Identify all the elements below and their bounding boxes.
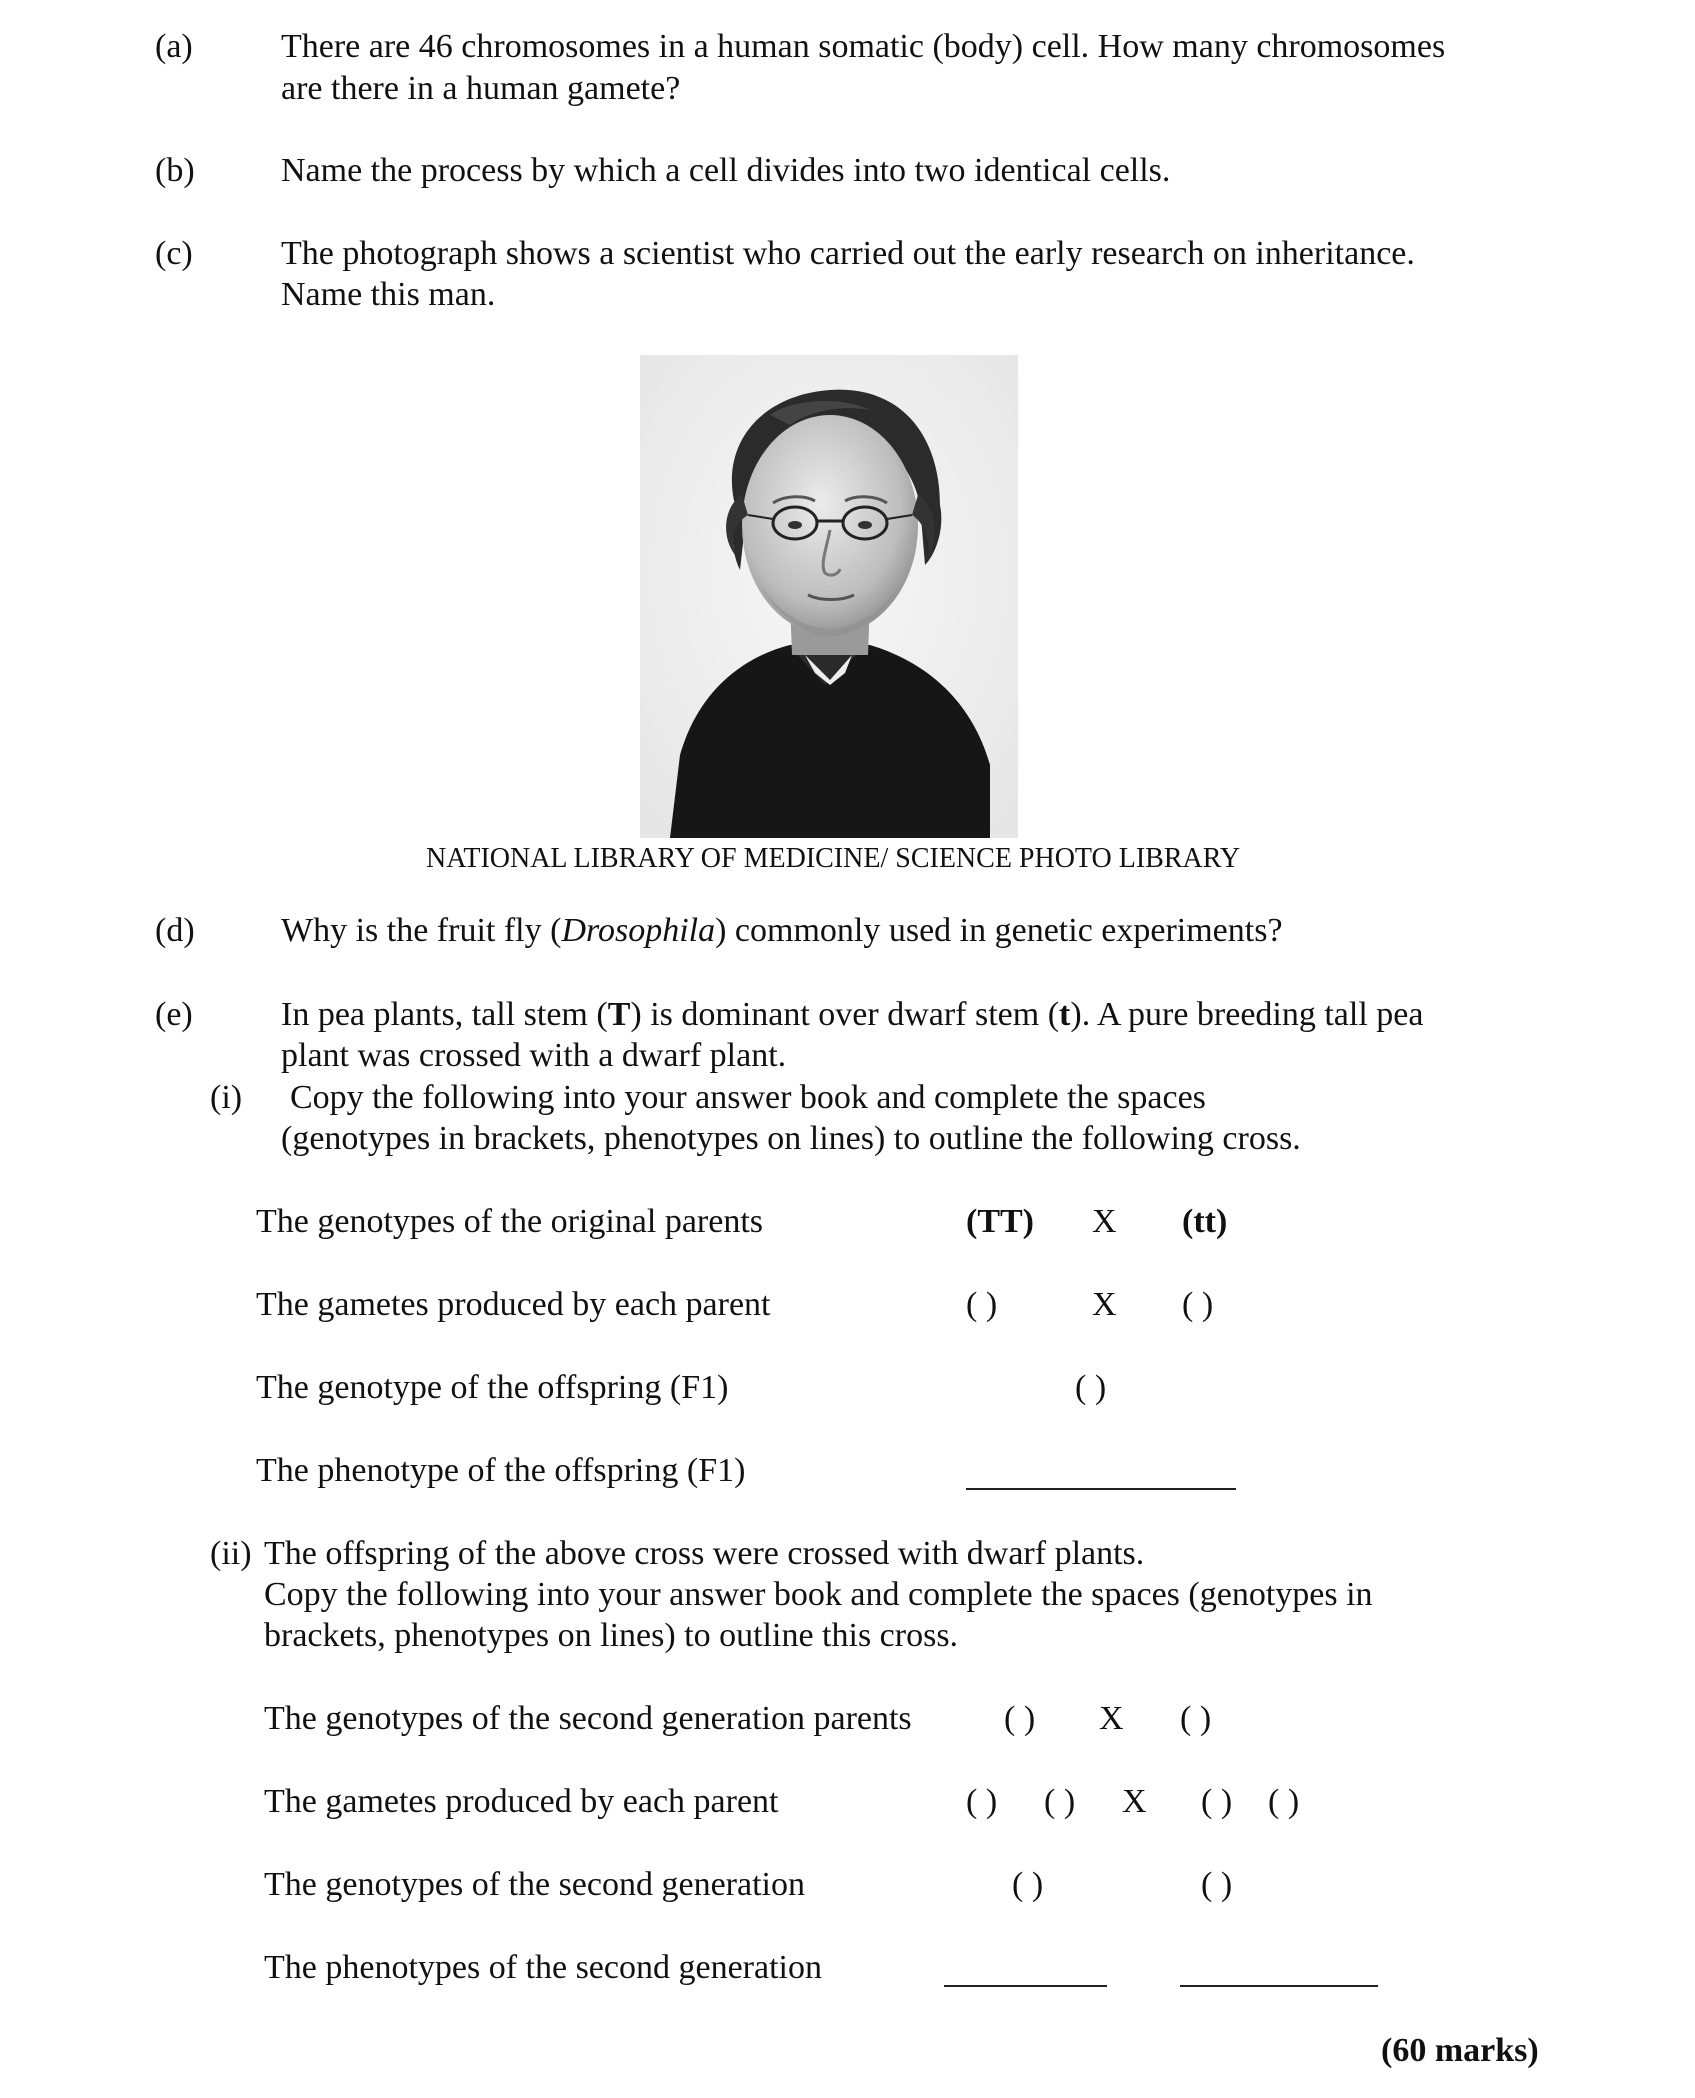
- question-e-i-line1: Copy the following into your answer book and complete the spaces: [290, 1079, 1206, 1116]
- question-c-line1: The photograph shows a scientist who carried out the early research on inheritance.: [281, 235, 1415, 272]
- question-e-ii-line3: brackets, phenotypes on lines) to outline this cross.: [264, 1617, 959, 1654]
- cross2-row2-right2-blank: ( ): [1268, 1783, 1300, 1820]
- label-e-i: (i): [210, 1079, 243, 1116]
- label-b: (b): [155, 152, 195, 189]
- cross2-row2-left1-blank: ( ): [966, 1783, 998, 1820]
- question-e-line1: In pea plants, tall stem (T) is dominant over dwarf stem (t). A pure breeding tall pea: [281, 996, 1424, 1033]
- cross1-row1-x: X: [1092, 1203, 1117, 1240]
- cross1-phenotype-line: [966, 1488, 1236, 1490]
- cross1-row3-blank: ( ): [1075, 1369, 1107, 1406]
- cross2-row2-label: The gametes produced by each parent: [264, 1783, 779, 1820]
- cross1-row2-left-blank: ( ): [966, 1286, 998, 1323]
- cross2-row1-label: The genotypes of the second generation parents: [264, 1700, 912, 1737]
- cross1-row2-x: X: [1092, 1286, 1117, 1323]
- cross2-row2-right1-blank: ( ): [1201, 1783, 1233, 1820]
- scientist-portrait-photo: [640, 355, 1018, 838]
- question-a-line2: are there in a human gamete?: [281, 70, 681, 107]
- question-e-ii-line1: The offspring of the above cross were crossed with dwarf plants.: [264, 1535, 1145, 1572]
- cross1-row1-right: (tt): [1182, 1203, 1228, 1240]
- label-e-ii: (ii): [210, 1535, 252, 1572]
- question-b-line1: Name the process by which a cell divides into two identical cells.: [281, 152, 1171, 189]
- cross1-row1-label: The genotypes of the original parents: [256, 1203, 764, 1240]
- portrait-illustration: [640, 355, 1018, 838]
- label-a: (a): [155, 28, 193, 65]
- label-c: (c): [155, 235, 193, 272]
- question-a-line1: There are 46 chromosomes in a human somatic (body) cell. How many chromosomes: [281, 28, 1446, 65]
- question-e-ii-line2: Copy the following into your answer book and complete the spaces (genotypes in: [264, 1576, 1373, 1613]
- cross2-row3-label: The genotypes of the second generation: [264, 1866, 805, 1903]
- photo-caption: NATIONAL LIBRARY OF MEDICINE/ SCIENCE PHOTO LIBRARY: [426, 843, 1241, 874]
- question-d-line1: Why is the fruit fly (Drosophila) commonly used in genetic experiments?: [281, 912, 1283, 949]
- cross1-row3-label: The genotype of the offspring (F1): [256, 1369, 729, 1406]
- question-c-line2: Name this man.: [281, 276, 496, 313]
- label-e: (e): [155, 996, 193, 1033]
- question-e-i-line2: (genotypes in brackets, phenotypes on lines) to outline the following cross.: [281, 1120, 1301, 1157]
- cross2-row3-blank-b: ( ): [1201, 1866, 1233, 1903]
- question-e-line2: plant was crossed with a dwarf plant.: [281, 1037, 787, 1074]
- cross1-row2-label: The gametes produced by each parent: [256, 1286, 771, 1323]
- drosophila-italic: Drosophila: [561, 912, 716, 949]
- cross2-phenotype-line-1: [944, 1985, 1107, 1987]
- cross2-row1-right-blank: ( ): [1180, 1700, 1212, 1737]
- cross2-row2-x: X: [1122, 1783, 1147, 1820]
- label-d: (d): [155, 912, 195, 949]
- cross2-row1-x: X: [1099, 1700, 1124, 1737]
- cross2-row3-blank-a: ( ): [1012, 1866, 1044, 1903]
- cross1-row1-left: (TT): [966, 1203, 1034, 1240]
- cross2-row1-left-blank: ( ): [1004, 1700, 1036, 1737]
- cross1-row4-label: The phenotype of the offspring (F1): [256, 1452, 746, 1489]
- cross2-phenotype-line-2: [1180, 1985, 1378, 1987]
- cross1-row2-right-blank: ( ): [1182, 1286, 1214, 1323]
- cross2-row4-label: The phenotypes of the second generation: [264, 1949, 822, 1986]
- total-marks: (60 marks): [1381, 2032, 1539, 2069]
- cross2-row2-left2-blank: ( ): [1044, 1783, 1076, 1820]
